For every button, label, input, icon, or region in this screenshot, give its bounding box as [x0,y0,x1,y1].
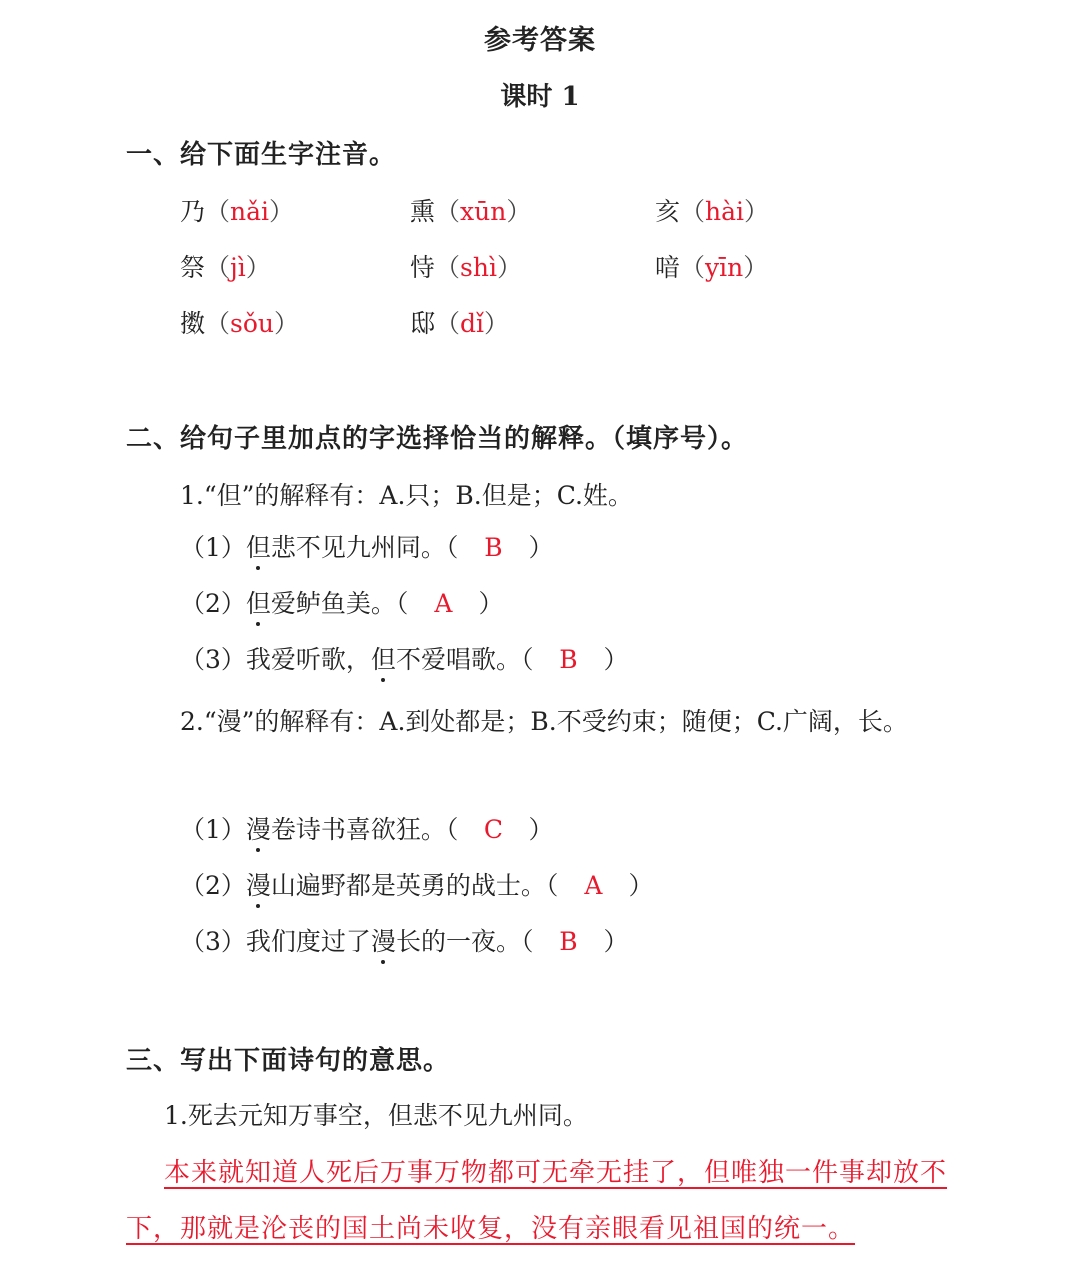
answer-text-line2: 下，那就是沦丧的国土尚未收复，没有亲眼看见祖国的统一。 [126,1214,856,1244]
question-item: （1）漫卷诗书喜欲狂。（ C ） [180,810,553,846]
question-item: （3）我们度过了漫长的一夜。（ B ） [180,922,628,958]
pinyin-item: 乃（nǎi） [180,197,295,226]
answer: B [559,645,578,674]
pinyin-item: 亥（hài） [655,197,770,226]
pinyin-item: 喑（yīn） [655,253,769,282]
lesson-title: 课时 1 [500,82,580,112]
question-item: （1）但悲不见九州同。（ B ） [180,528,553,564]
section3-heading: 三、写出下面诗句的意思。 [126,1046,451,1076]
pinyin-item: 擞（sǒu） [180,309,300,338]
section2-heading: 二、给句子里加点的字选择恰当的解释。（填序号）。 [126,424,749,454]
poem-line: 1.死去元知万事空，但悲不见九州同。 [164,1101,588,1130]
pinyin-item: 恃（shì） [410,253,522,282]
answer-text-line1: 本来就知道人死后万事万物都可无牵无挂了，但唯独一件事却放不 [164,1158,948,1188]
section1-heading: 一、给下面生字注音。 [126,140,397,170]
answer: C [483,815,503,844]
pinyin-item: 邸（dǐ） [410,309,510,338]
question-item: （3）我爱听歌，但不爱唱歌。（ B ） [180,640,628,676]
pinyin-item: 祭（jì） [180,253,271,282]
question-prompt: 1.“但”的解释有：A.只；B.但是；C.姓。 [180,481,633,510]
answer: B [484,533,503,562]
question-item: （2）漫山遍野都是英勇的战士。（ A ） [180,866,653,902]
answer: A [584,871,603,900]
page-title: 参考答案 [484,25,596,56]
answer: A [434,589,453,618]
question-prompt: 2.“漫”的解释有：A.到处都是；B.不受约束；随便；C.广阔，长。 [180,707,908,736]
pinyin-item: 熏（xūn） [410,197,532,226]
answer: B [559,927,578,956]
question-item: （2）但爱鲈鱼美。（ A ） [180,584,503,620]
